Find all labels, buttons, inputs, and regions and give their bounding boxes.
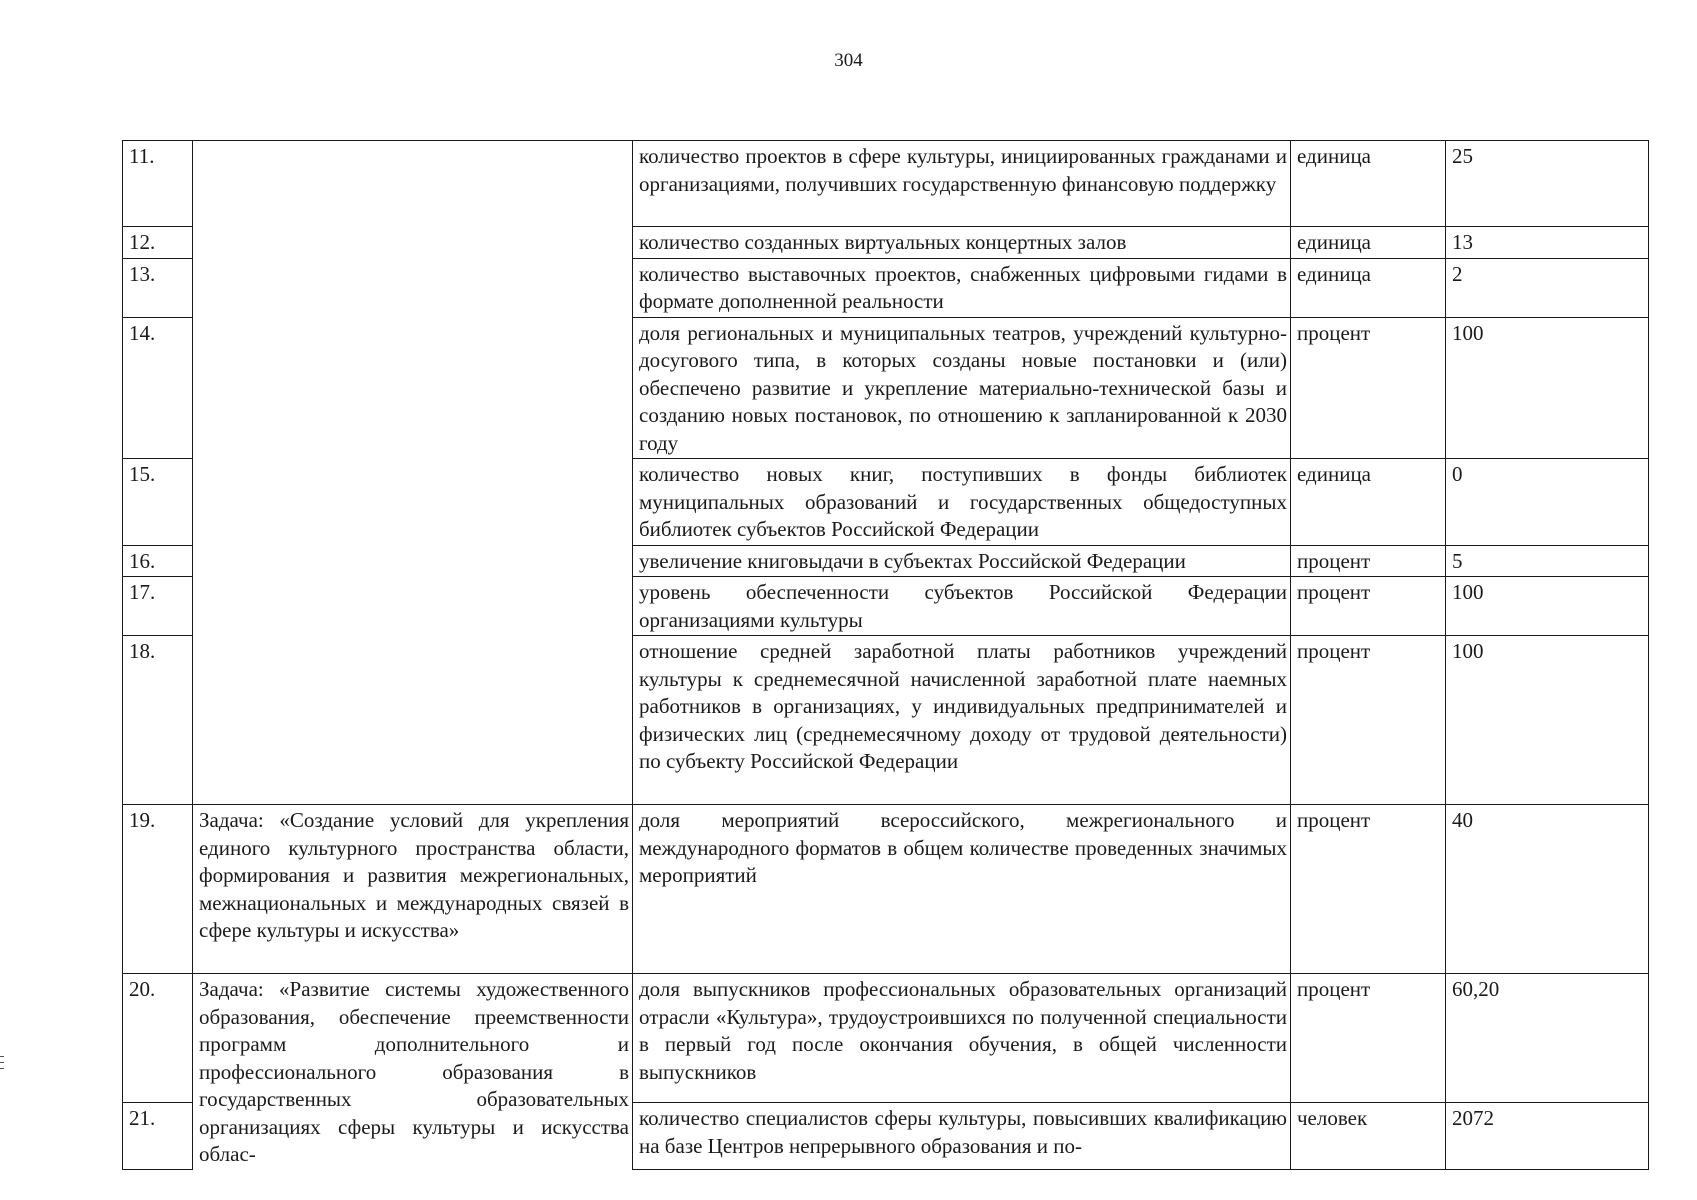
value-cell: 100 (1446, 636, 1649, 805)
indicator-text: количество проектов в сфере культуры, инициированных гражданами и организациями, получивших государственную финансовую поддержку (633, 141, 1291, 227)
scan-edge-mark (0, 1056, 4, 1057)
unit-cell: единица (1291, 459, 1446, 546)
value-cell: 2072 (1446, 1103, 1649, 1170)
unit-cell: процент (1291, 974, 1446, 1103)
indicator-text: количество выставочных проектов, снабженных цифровыми гидами в формате дополненной реальности (633, 258, 1291, 317)
unit-cell: процент (1291, 545, 1446, 577)
row-number: 20. (123, 974, 193, 1103)
unit-cell: единица (1291, 258, 1446, 317)
value-cell: 100 (1446, 317, 1649, 459)
unit-cell: единица (1291, 227, 1446, 259)
scan-edge-mark (0, 1062, 4, 1063)
indicator-text: доля выпускников профессиональных образовательных организаций отрасли «Культура», трудоустроившихся по полученной специальности в первый год после окончания обучения, в общей численности выпускников (633, 974, 1291, 1103)
scan-edge-mark (0, 1068, 4, 1069)
row-number: 17. (123, 577, 193, 636)
row-number: 13. (123, 258, 193, 317)
indicator-text: количество новых книг, поступивших в фонды библиотек муниципальных образований и государственных общедоступных библиотек субъектов Российской Федерации (633, 459, 1291, 546)
table-row (123, 974, 1649, 1103)
indicator-text: отношение средней заработной платы работников учреждений культуры к среднемесячной начисленной заработной плате наемных работников в организациях, у индивидуальных предпринимателей и физических лиц (среднемесячному доходу от трудовой деятельности) по субъекту Российской Федерации (633, 636, 1291, 805)
value-cell: 5 (1446, 545, 1649, 577)
row-number: 11. (123, 141, 193, 227)
row-number: 19. (123, 805, 193, 974)
row-number: 21. (123, 1103, 193, 1170)
unit-cell: процент (1291, 805, 1446, 974)
indicator-text: уровень обеспеченности субъектов Российской Федерации организациями культуры (633, 577, 1291, 636)
page-number: 304 (834, 50, 863, 71)
value-cell: 60,20 (1446, 974, 1649, 1103)
value-cell: 13 (1446, 227, 1649, 259)
value-cell: 2 (1446, 258, 1649, 317)
task-cell: Задача: «Создание условий для укрепления единого культурного пространства области, формирования и развития межрегиональных, межнациональных и международных связей в сфере культуры и искусства» (193, 805, 633, 974)
indicators-table (122, 140, 1649, 1170)
table-row (123, 141, 1649, 227)
unit-cell: процент (1291, 636, 1446, 805)
indicator-text: увеличение книговыдачи в субъектах Российской Федерации (633, 545, 1291, 577)
unit-cell: процент (1291, 317, 1446, 459)
table-row (123, 805, 1649, 974)
unit-cell: единица (1291, 141, 1446, 227)
value-cell: 25 (1446, 141, 1649, 227)
row-number: 15. (123, 459, 193, 546)
row-number: 12. (123, 227, 193, 259)
value-cell: 0 (1446, 459, 1649, 546)
task-cell: Задача: «Развитие системы художественного образования, обеспечение преемственности программ дополнительного и профессионального образования в государственных образовательных организациях сферы культуры и искусства облас- (193, 974, 633, 1170)
indicator-text: количество созданных виртуальных концертных залов (633, 227, 1291, 259)
indicator-text: доля региональных и муниципальных театров, учреждений культурно-досугового типа, в которых созданы новые постановки и (или) обеспечено развитие и укрепление материально-технической базы и созданию новых постановок, по отношению к запланированной к 2030 году (633, 317, 1291, 459)
unit-cell: человек (1291, 1103, 1446, 1170)
row-number: 16. (123, 545, 193, 577)
indicator-text: доля мероприятий всероссийского, межрегионального и международного форматов в общем количестве проведенных значимых мероприятий (633, 805, 1291, 974)
row-number: 18. (123, 636, 193, 805)
value-cell: 40 (1446, 805, 1649, 974)
value-cell: 100 (1446, 577, 1649, 636)
row-number: 14. (123, 317, 193, 459)
indicator-text: количество специалистов сферы культуры, повысивших квалификацию на базе Центров непрерывного образования и по- (633, 1103, 1291, 1170)
task-cell-empty (193, 141, 633, 805)
unit-cell: процент (1291, 577, 1446, 636)
